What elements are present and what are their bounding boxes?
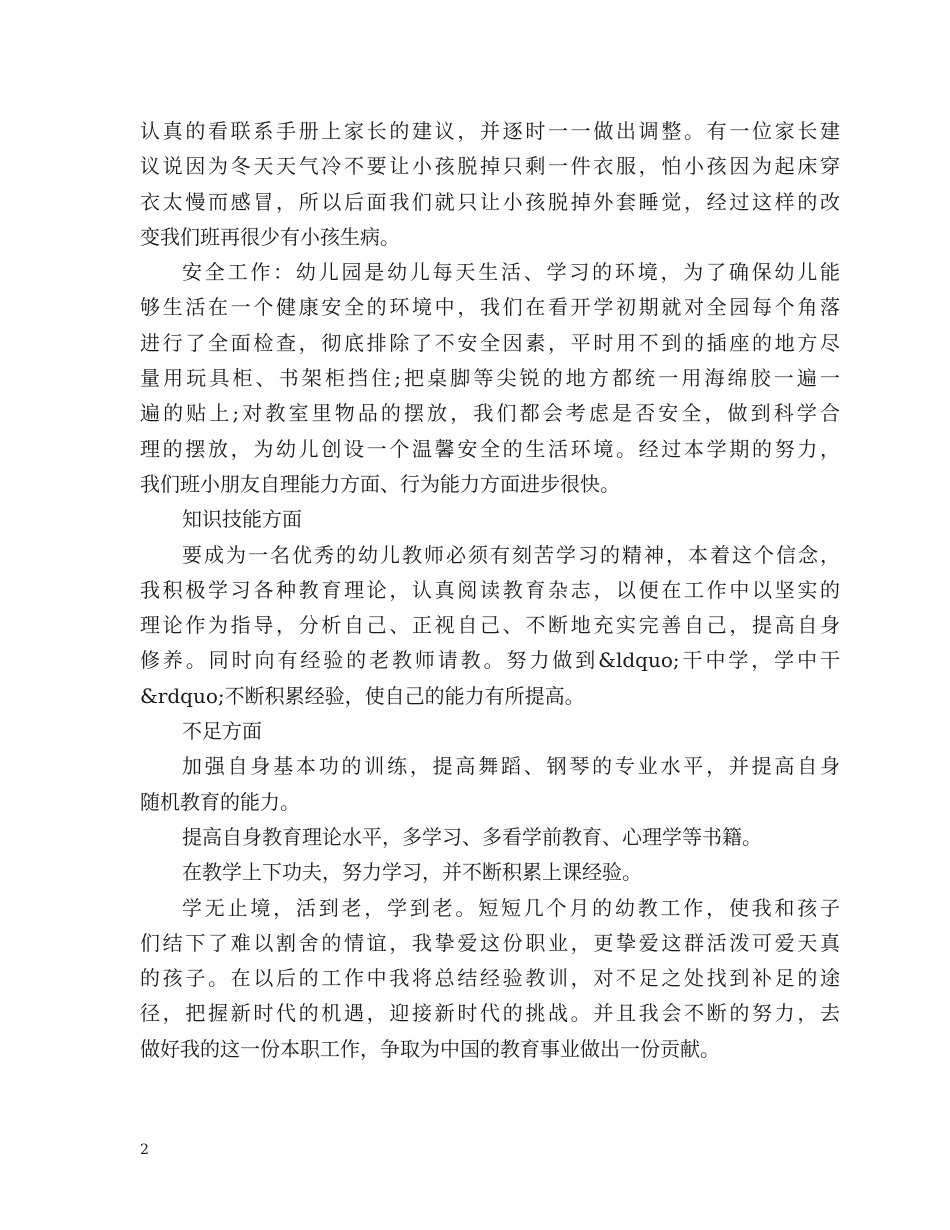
text-line: 径，把握新时代的机遇，迎接新时代的挑战。并且我会不断的努力，去 [140, 1001, 840, 1026]
paragraph [140, 714, 840, 749]
text-line: 衣太慢而感冒，所以后面我们就只让小孩脱掉外套睡觉，经过这样的改 [140, 189, 840, 214]
text-line: 们结下了难以割舍的情谊，我挚爱这份职业，更挚爱这群活泼可爱天真 [140, 930, 840, 955]
text-line: 的孩子。在以后的工作中我将总结经验教训，对不足之处找到补足的途 [140, 966, 840, 991]
text-line: 议说因为冬天天气冷不要让小孩脱掉只剩一件衣服，怕小孩因为起床穿 [140, 154, 840, 179]
paragraph [140, 891, 840, 1067]
text-line: 够生活在一个健康安全的环境中，我们在看开学初期就对全园每个角落 [140, 295, 840, 320]
text-line: 进行了全面检查，彻底排除了不安全因素，平时用不到的插座的地方尽 [140, 330, 840, 355]
text-line: 要成为一名优秀的幼儿教师必须有刻苦学习的精神，本着这个信念， [182, 542, 840, 567]
text-line: 变我们班再很少有小孩生病。 [140, 224, 400, 249]
text-line: 我积极学习各种教育理论，认真阅读教育杂志，以便在工作中以坚实的 [140, 577, 840, 602]
text-line: 修养。同时向有经验的老教师请教。努力做到&ldquo;干中学，学中干 [140, 648, 840, 673]
text-line: 做好我的这一份本职工作，争取为中国的教育事业做出一份贡献。 [140, 1036, 720, 1061]
paragraph [140, 749, 840, 820]
paragraph [140, 114, 840, 255]
paragraph [140, 855, 840, 890]
text-line: 在教学上下功夫，努力学习，并不断积累上课经验。 [182, 860, 642, 885]
text-line: 学无止境，活到老，学到老。短短几个月的幼教工作，使我和孩子 [182, 895, 840, 920]
text-line: 提高自身教育理论水平，多学习、多看学前教育、心理学等书籍。 [182, 824, 762, 849]
text-line: 加强自身基本功的训练，提高舞蹈、钢琴的专业水平，并提高自身 [182, 754, 840, 779]
text-line: 认真的看联系手册上家长的建议，并逐时一一做出调整。有一位家长建 [140, 119, 840, 143]
paragraph [140, 255, 840, 502]
text-line: 理论作为指导，分析自己、正视自己、不断地充实完善自己，提高自身 [140, 613, 840, 638]
text-line: 遍的贴上;对教室里物品的摆放，我们都会考虑是否安全，做到科学合 [140, 401, 840, 426]
paragraph [140, 820, 840, 855]
paragraph [140, 538, 840, 714]
text-line: 随机教育的能力。 [140, 789, 300, 814]
text-line: 理的摆放，为幼儿创设一个温馨安全的生活环境。经过本学期的努力， [140, 436, 840, 461]
text-line: &rdquo;不断积累经验，使自己的能力有所提高。 [140, 683, 585, 708]
paragraph [140, 502, 840, 537]
page-number: 2 [140, 1142, 149, 1158]
text-line: 我们班小朋友自理能力方面、行为能力方面进步很快。 [140, 471, 620, 496]
text-line: 知识技能方面 [182, 507, 302, 532]
text-line: 安全工作：幼儿园是幼儿每天生活、学习的环境，为了确保幼儿能 [182, 260, 840, 285]
body-text [140, 114, 840, 1067]
text-line: 不足方面 [182, 719, 262, 744]
text-line: 量用玩具柜、书架柜挡住;把桌脚等尖锐的地方都统一用海绵胶一遍一 [140, 366, 840, 391]
